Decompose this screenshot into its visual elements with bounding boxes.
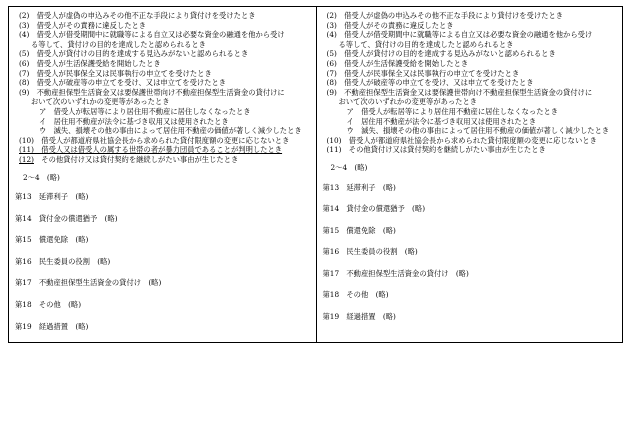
article-heading: 第18 その他 (略) [322, 290, 389, 300]
clause-line: る等して、貸付けの目的を達成したと認められるとき [31, 39, 206, 49]
clause-line: (2) 借受人が虚偽の申込みその他不正な手段により貸付けを受けたとき [326, 11, 564, 20]
clause-line: おいて次のいずれかの変更等があったとき [31, 97, 170, 107]
clause-line: る等して、貸付けの目的を達成したと認められるとき [338, 39, 514, 49]
article-heading: 第17 不動産担保型生活資金の貸付け (略) [15, 278, 162, 288]
article-heading: 第14 貸付金の償還猶予 (略) [15, 213, 118, 223]
clause-line: (3) 借受人がその責務に違反したとき [326, 20, 454, 30]
clause-line: (9) 不動産担保型生活資金又は要保護世帯向け不動産担保型生活資金の貸付けに [19, 87, 285, 97]
clause-line: (6) 借受人が生活保護受給を開始したとき [19, 58, 161, 68]
clause-line: (2) 借受人が虚偽の申込みその他不正な手段により貸付けを受けたとき [19, 11, 256, 20]
clause-line: ウ 滅失、損壊その他の事由によって居住用不動産の価値が著しく減少したとき [346, 126, 610, 136]
clause-line: (6) 借受人が生活保護受給を開始したとき [326, 58, 469, 68]
article-heading: 第18 その他 (略) [15, 300, 82, 310]
clause-line: (7) 借受人が民事保全又は民事執行の申立てを受けたとき [19, 68, 212, 78]
column-revised [9, 7, 316, 342]
article-heading: 第19 経過措置 (略) [322, 312, 396, 322]
omitted-paragraphs-note: 2～4 (略) [23, 172, 60, 182]
clause-line: (8) 借受人が破産等の申立てを受け、又は申立てを受けたとき [326, 78, 534, 88]
article-heading: 第17 不動産担保型生活資金の貸付け (略) [322, 268, 469, 278]
clause-line: (10) 借受人が都道府県社協会長から求められた貸付限度額の変更に応じないとき [19, 135, 290, 145]
clause-line: イ 居住用不動産が法令に基づき収用又は使用されたとき [346, 116, 537, 126]
clause-line: (5) 借受人が貸付けの目的を達成する見込みがないと認められるとき [326, 49, 556, 59]
omitted-paragraphs-note: 2～4 (略) [330, 162, 368, 172]
clause-line: おいて次のいずれかの変更等があったとき [338, 97, 478, 107]
clause-line: ア 借受人が転居等により居住用不動産に居住しなくなったとき [346, 106, 559, 116]
article-heading: 第13 延滞利子 (略) [322, 182, 396, 192]
clause-line: (12) その他貸付け又は貸付契約を継続しがたい事由が生じたとき [19, 154, 239, 164]
comparison-table [8, 6, 623, 343]
column-current [316, 7, 623, 342]
clause-line: ア 借受人が転居等により居住用不動産に居住しなくなったとき [39, 106, 251, 116]
clause-line: (5) 借受人が貸付けの目的を達成する見込みがないと認められるとき [19, 49, 249, 59]
article-heading: 第13 延滞利子 (略) [15, 192, 89, 202]
article-heading: 第15 償還免除 (略) [15, 235, 89, 245]
clause-line: (7) 借受人が民事保全又は民事執行の申立てを受けたとき [326, 68, 520, 78]
clause-line: ウ 滅失、損壊その他の事由によって居住用不動産の価値が著しく減少したとき [39, 126, 302, 136]
clause-line: イ 居住用不動産が法令に基づき収用又は使用されたとき [39, 116, 229, 126]
clause-line: (9) 不動産担保型生活資金又は要保護世帯向け不動産担保型生活資金の貸付けに [326, 87, 593, 97]
article-heading: 第16 民生委員の役割 (略) [322, 247, 418, 257]
clause-line: (4) 借受人が借受期間中に就職等による自立又は必要な資金の融通を他から受け [326, 30, 593, 40]
clause-line: (3) 借受人がその責務に違反したとき [19, 20, 147, 30]
article-heading: 第19 経過措置 (略) [15, 321, 89, 331]
article-heading: 第14 貸付金の償還猶予 (略) [322, 204, 426, 214]
clause-line: (11) 借受人又は借受人の属する世帯の者が暴力団員であることが判明したとき [19, 145, 283, 155]
article-heading: 第15 償還免除 (略) [322, 225, 396, 235]
clause-line: (8) 借受人が破産等の申立てを受け、又は申立てを受けたとき [19, 78, 227, 88]
article-heading: 第16 民生委員の役割 (略) [15, 256, 111, 266]
clause-line: (11) その他貸付け又は貸付契約を継続しがたい事由が生じたとき [326, 145, 546, 155]
clause-line: (10) 借受人が都道府県社協会長から求められた貸付限度額の変更に応じないとき [326, 135, 597, 145]
clause-line: (4) 借受人が借受期間中に就職等による自立又は必要な資金の融通を他から受け [19, 30, 285, 40]
